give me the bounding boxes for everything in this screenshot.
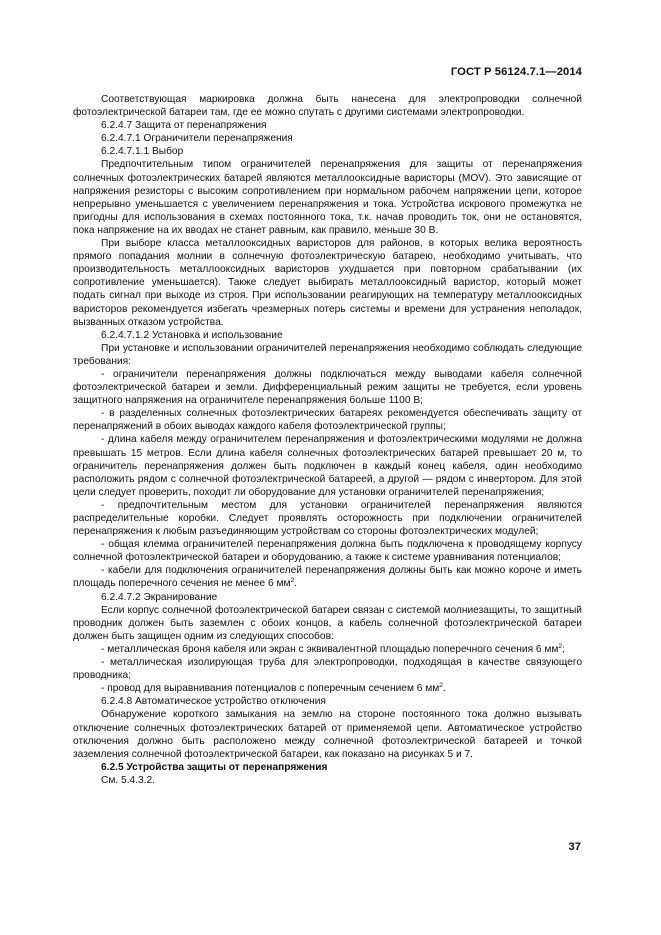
section-heading-6-2-5: 6.2.5 Устройства защиты от перенапряжения <box>101 761 328 773</box>
cross-reference: См. 5.4.3.2. <box>101 774 156 786</box>
standard-code-header: ГОСТ Р 56124.7.1—2014 <box>450 66 582 78</box>
page-number: 37 <box>568 841 581 853</box>
section-heading-6-2-4-7-1-1: 6.2.4.7.1.1 Выбор <box>101 146 184 158</box>
superscript-square: 2 <box>290 577 295 585</box>
list-item-armor <box>73 643 582 656</box>
list-item-connection-cables-text: - кабели для подключения ограничителей перенапряжения должны быть как можно короче и иметь площадь поперечного сечения не менее 6 мм <box>73 565 582 590</box>
list-item-connection: - ограничители перенапряжения должны подключаться между выводами кабеля солнечной фотоэлектрической батареи и земли. Дифференциальный режим защиты не требуется, если уровень защитного напряжения на ограничителе перенапряжения больше 1100 В; <box>73 368 582 407</box>
paragraph-marking: Соответствующая маркировка должна быть нанесена для электропроводки солнечной фотоэлектрической батареи там, где ее можно спутать с другими системами электропроводки. <box>73 94 582 119</box>
document-body <box>73 93 582 787</box>
list-item-split-arrays: - в разделенных солнечных фотоэлектрических батареях рекомендуется обеспечивать защиту от перенапряжений в обоих выводах каждого кабеля фотоэлектрической группы; <box>73 408 582 433</box>
list-item-bonding-wire <box>73 682 582 695</box>
list-item-armor-text: - металлическая броня кабеля или экран с эквивалентной площадью поперечного сечения 6 мм <box>101 643 559 655</box>
list-item-common-terminal: - общая клемма ограничителей перенапряжения должна быть подключена к проводящему корпусу солнечной фотоэлектрической батареи и оборудованию, а также к системе уравнивания потенциалов; <box>73 539 582 564</box>
list-item-connection-cables <box>73 564 582 590</box>
list-item-bonding-wire-text: - провод для выравнивания потенциалов с поперечным сечением 6 мм <box>101 683 440 695</box>
paragraph-mov-selection: При выборе класса металлооксидных варисторов для районов, в которых велика вероятность прямого попадания молнии в солнечную фотоэлектрическую батарею, необходимо учитывать, что производительность металлооксидных варисторов ухудшается при повторном срабатывании (их сопротивление уменьшается). Также следует выбирать металлооксидный варистор, который может подать сигнал при выходе из строя. При использовании реагирующих на температуру металлооксидных варисторов рекомендуется избегать чрезмерных потерь системы и времени для устранения неполадок, вызванных отказом устройства. <box>73 238 582 328</box>
paragraph-mov-type: Предпочтительным типом ограничителей перенапряжения для защиты от перенапряжения солнечных фотоэлектрических батарей являются металлооксидные варисторы (MOV). Это зависящие от напряжения резисторы с высоким сопротивлением при нормальном рабочем напряжении цепи, которое непрерывно уменьшается с увеличением перенапряжения и тока. Устройства искрового промежутка не пригодны для использования в схемах постоянного тока, т.к. начав проводить ток, они не остановятся, пока напряжение на их вводах не станет равным, как правило, меньше 30 В. <box>73 159 582 236</box>
list-item-junction-boxes: - предпочтительным местом для установки ограничителей перенапряжения являются распределительные коробки. Следует проявлять осторожность при подключении ограничителей перенапряжения к любым разъединяющим устройствам со стороны фотоэлектрических модулей; <box>73 499 582 538</box>
superscript-square: 2 <box>558 642 563 650</box>
section-heading-6-2-4-8: 6.2.4.8 Автоматическое устройство отключения <box>101 696 326 708</box>
superscript-square: 2 <box>439 682 443 690</box>
list-item-cable-length: - длина кабеля между ограничителем перенапряжения и фотоэлектрическими модулями не должна превышать 15 метров. Если длина кабеля солнечных фотоэлектрических батарей превышает 20 м, то ограничитель перенапряжения должен быть подключен в каждый конец кабеля, один необходимо расположить рядом с солнечной фотоэлектрической батареей, а другой — рядом с инвертором. Для этой цели следует проверить, походит ли оборудование для установки ограничителей перенапряжения; <box>73 434 582 498</box>
paragraph-auto-disconnect: Обнаружение короткого замыкания на землю на стороне постоянного тока должно вызывать отключение солнечных фотоэлектрических батарей от применяемой цепи. Автоматическое устройство отключения должно быть расположено между солнечной фотоэлектрической батареей и точкой заземления солнечной фотоэлектрической батареи, как показано на рисунках 5 и 7. <box>73 709 582 760</box>
trailing-semicolon: ; <box>562 643 565 655</box>
trailing-period: . <box>294 578 297 590</box>
section-heading-6-2-4-7-1: 6.2.4.7.1 Ограничители перенапряжения <box>101 133 293 145</box>
section-heading-6-2-4-7: 6.2.4.7 Защита от перенапряжения <box>101 120 267 132</box>
list-item-metal-conduit: - металлическая изолирующая труба для электропроводки, подходящая в качестве связующего проводника; <box>73 657 582 682</box>
trailing-period: . <box>442 683 446 695</box>
section-heading-6-2-4-7-2: 6.2.4.7.2 Экранирование <box>101 591 218 603</box>
section-heading-6-2-4-7-1-2: 6.2.4.7.1.2 Установка и использование <box>101 329 283 341</box>
paragraph-shielding: Если корпус солнечной фотоэлектрической батареи связан с системой молниезащиты, то защитный проводник должен быть заземлен с обоих концов, а кабель солнечной фотоэлектрической батареи должен быть защищен одним из следующих способов: <box>73 604 582 642</box>
paragraph-install-requirements: При установке и использовании ограничителей перенапряжения необходимо соблюдать следующие требования: <box>73 342 582 367</box>
